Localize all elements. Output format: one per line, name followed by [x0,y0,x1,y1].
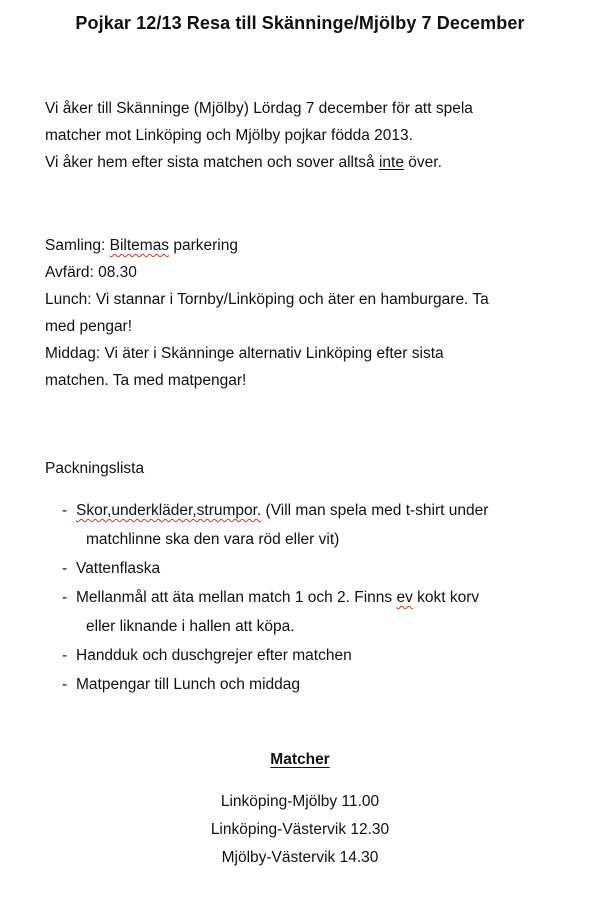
spellcheck-word: Biltemas [109,237,170,254]
list-dash: - [62,502,68,519]
match-item: Linköping-Västervik 12.30 [210,821,390,838]
list-dash: - [62,589,68,606]
list-item-text: Handduk och duschgrejer efter matchen [76,647,352,664]
list-item-text: kokt korv [412,589,480,606]
intro-line [45,149,565,176]
document-title: Pojkar 12/13 Resa till Skänninge/Mjölby 7 December [75,13,525,33]
middag-line: Middag: Vi äter i Skänninge alternativ Linköping efter sista [45,345,444,362]
trip-info [45,232,565,394]
spellcheck-word: ev [396,589,413,606]
packing-list-title: Packningslista [45,460,145,477]
list-dash: - [62,647,68,664]
spellcheck-word: Skor,underkläder,strumpor. [76,502,262,519]
list-dash: - [62,560,68,577]
list-item-text: Vattenflaska [76,560,161,577]
avfard-line: Avfärd: 08.30 [45,264,137,281]
intro-line: matcher mot Linköping och Mjölby pojkar födda 2013. [45,127,413,144]
intro-text: över. [403,154,442,171]
matches-title: Matcher [270,751,330,768]
match-schedule [0,788,600,872]
middag-line: matchen. Ta med matpengar! [45,372,247,389]
list-item [62,641,562,670]
list-item-continuation: eller liknande i hallen att köpa. [86,618,295,635]
list-item [62,670,562,699]
intro-text: Vi åker hem efter sista matchen och sover alltså [45,154,379,171]
list-item-continuation: matchlinne ska den vara röd eller vit) [86,531,340,548]
list-item [62,496,562,554]
underlined-word: inte [378,154,404,171]
samling-label: Samling: [45,237,110,254]
intro-line: Vi åker till Skänninge (Mjölby) Lördag 7 december för att spela [45,100,473,117]
match-item: Mjölby-Västervik 14.30 [221,849,379,866]
list-item [62,554,562,583]
list-item-text: (Vill man spela med t-shirt under [261,502,489,519]
lunch-line: Lunch: Vi stannar i Tornby/Linköping och äter en hamburgare. Ta [45,291,489,308]
list-dash: - [62,676,68,693]
samling-rest: parkering [169,237,238,254]
intro-paragraph [45,95,565,176]
samling-line [45,232,565,259]
match-item: Linköping-Mjölby 11.00 [220,793,380,810]
lunch-line: med pengar! [45,318,133,335]
list-item [62,583,562,641]
list-item-text: Mellanmål att äta mellan match 1 och 2. Finns [76,589,397,606]
packing-list [62,496,562,699]
list-item-text: Matpengar till Lunch och middag [76,676,301,693]
